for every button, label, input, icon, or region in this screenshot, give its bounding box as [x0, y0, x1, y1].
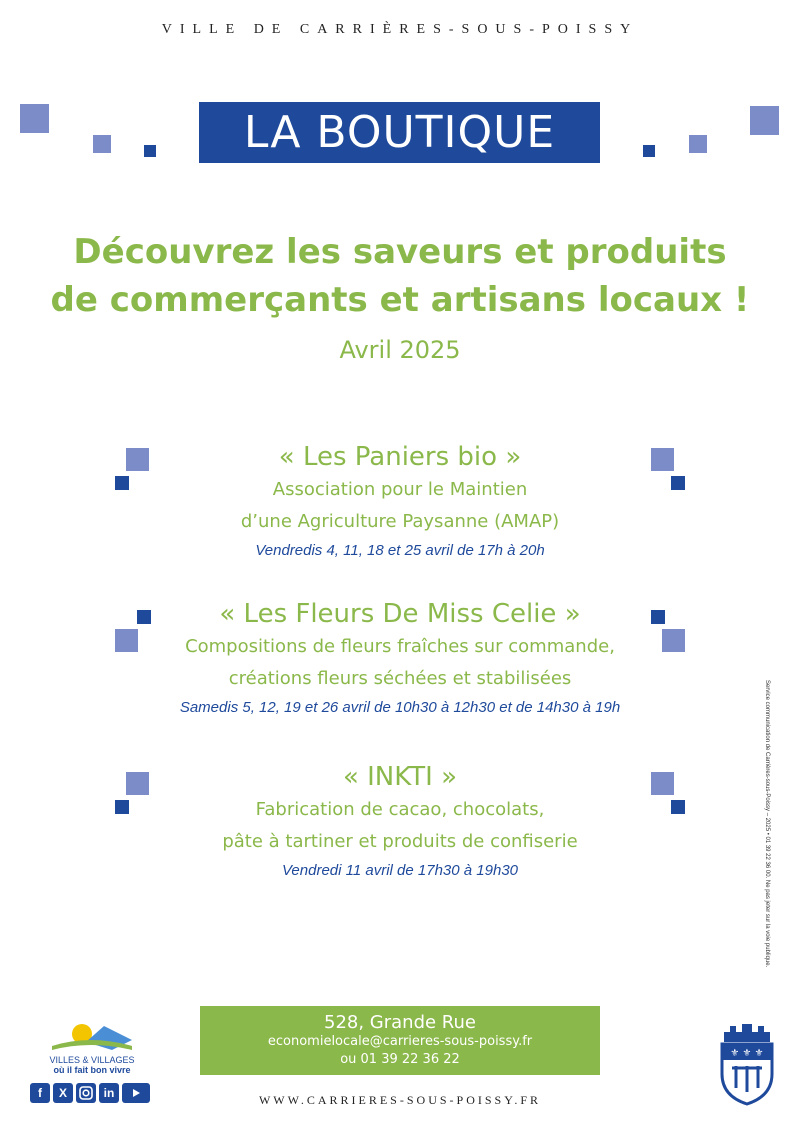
contact-box [200, 1006, 600, 1075]
instagram-icon[interactable] [76, 1083, 96, 1103]
decor-square [689, 135, 707, 153]
contact-email[interactable]: economielocale@carrieres-sous-poissy.fr [267, 1034, 533, 1049]
contact-address: 528, Grande Rue [324, 1012, 476, 1033]
event-description: pâte à tartiner et produits de confiserie [222, 831, 578, 852]
town-crest-icon [718, 1022, 776, 1106]
decor-square [93, 135, 111, 153]
decor-square [750, 106, 779, 135]
decor-square [643, 145, 655, 157]
linkedin-icon[interactable]: in [99, 1083, 119, 1103]
svg-text:⚜ ⚜ ⚜: ⚜ ⚜ ⚜ [730, 1048, 764, 1059]
headline [0, 228, 800, 324]
event-description: créations fleurs séchées et stabilisées [228, 668, 572, 689]
villes-villages-text: VILLES & VILLAGES où il fait bon vivre [49, 1055, 135, 1075]
legal-side-note: Service communication de Carrières-sous-Poissy – 2025 • 01 39 22 36 00. Ne pas jeter sur la voie publique. [764, 680, 770, 968]
event-schedule: Vendredis 4, 11, 18 et 25 avril de 17h à 20h [255, 542, 545, 559]
event-schedule: Samedis 5, 12, 19 et 26 avril de 10h30 à 12h30 et de 14h30 à 19h [179, 699, 621, 716]
event-title: « Les Fleurs De Miss Celie » [219, 599, 581, 629]
decor-square [144, 145, 156, 157]
youtube-icon[interactable] [122, 1083, 150, 1103]
event-paniers-bio [100, 440, 700, 564]
headline-line-1: Découvrez les saveurs et produits [73, 232, 727, 272]
event-month: Avril 2025 [339, 336, 461, 364]
event-inkti [100, 760, 700, 884]
website-link[interactable]: WWW.CARRIERES-SOUS-POISSY.FR [258, 1093, 542, 1107]
event-title: « Les Paniers bio » [278, 442, 522, 472]
contact-phone: ou 01 39 22 36 22 [340, 1052, 460, 1067]
decor-square [20, 104, 49, 133]
event-schedule: Vendredi 11 avril de 17h30 à 19h30 [281, 862, 518, 879]
event-title: « INKTI » [342, 762, 458, 792]
city-header: VILLE DE CARRIÈRES-SOUS-POISSY [161, 22, 639, 37]
event-description: Fabrication de cacao, chocolats, [255, 799, 545, 820]
villes-villages-logo [50, 1020, 134, 1054]
facebook-icon[interactable]: f [30, 1083, 50, 1103]
event-description: d’une Agriculture Paysanne (AMAP) [240, 511, 560, 532]
page-title: LA BOUTIQUE [199, 102, 600, 163]
x-icon[interactable]: X [53, 1083, 73, 1103]
event-description: Compositions de fleurs fraîches sur commande, [185, 636, 615, 657]
headline-line-2: de commerçants et artisans locaux ! [50, 280, 750, 320]
event-fleurs-miss-celie [100, 597, 700, 721]
event-description: Association pour le Maintien [272, 479, 528, 500]
